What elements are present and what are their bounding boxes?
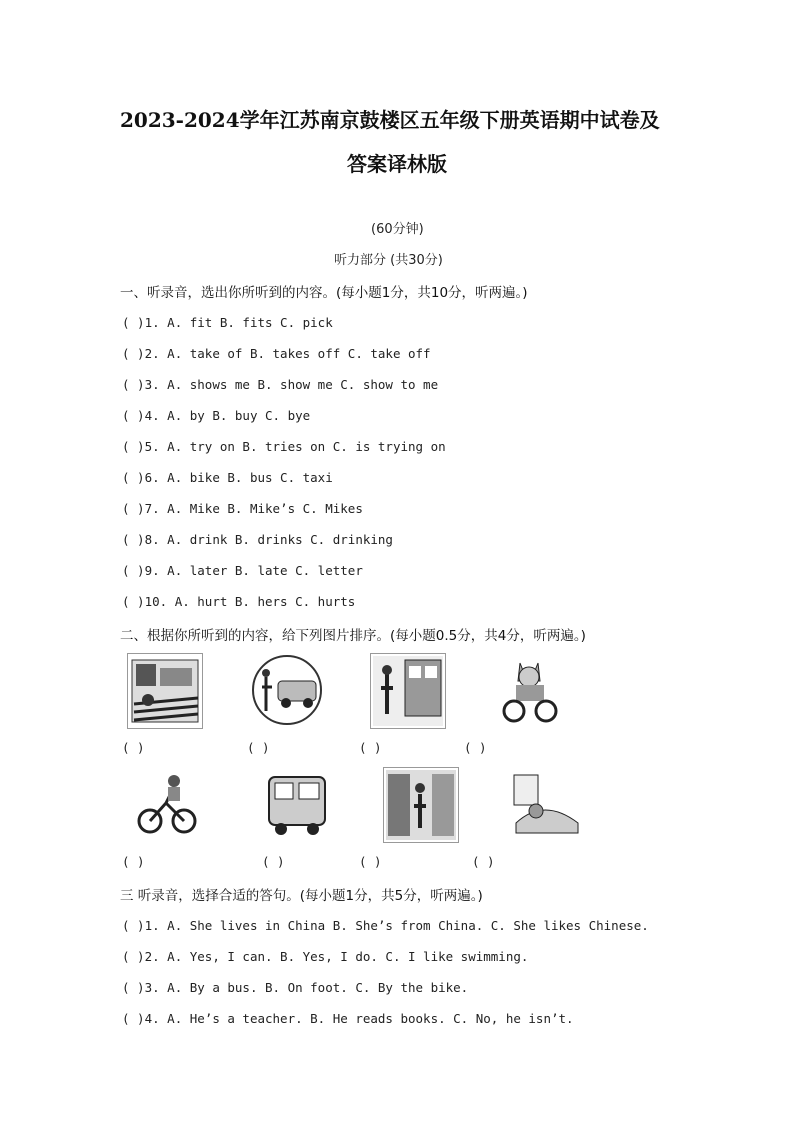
question-number: ( )4. [122, 1011, 160, 1026]
question-options: A. take of B. takes off C. take off [167, 346, 431, 361]
question-options: A. later B. late C. letter [167, 563, 363, 578]
question-number: ( )1. [122, 918, 160, 933]
page-title-line1: 2023-2024学年江苏南京鼓楼区五年级下册英语期中试卷及 [120, 108, 660, 132]
question-row [122, 408, 310, 423]
answer-blank[interactable]: ( ) [262, 854, 285, 869]
question-row [122, 1011, 574, 1026]
question-number: ( )8. [122, 532, 160, 547]
question-options: A. He’s a teacher. B. He reads books. C. No, he isn’t. [167, 1011, 574, 1026]
picture-bus [259, 767, 333, 841]
answer-blank[interactable]: ( ) [359, 854, 382, 869]
question-row [122, 315, 333, 330]
question-row [122, 470, 333, 485]
picture-street-walking [383, 767, 459, 843]
question-number: ( )7. [122, 501, 160, 516]
picture-bus-stop [370, 653, 446, 729]
section2-heading: 二、根据你所听到的内容，给下列图片排序。(每小题0.5分，共4分，听两遍。) [120, 628, 586, 644]
question-row [122, 563, 363, 578]
question-number: ( )6. [122, 470, 160, 485]
picture-crossing-street [127, 653, 203, 729]
answer-blank[interactable]: ( ) [464, 740, 487, 755]
answer-blank[interactable]: ( ) [247, 740, 270, 755]
question-row [122, 949, 528, 964]
question-number: ( )2. [122, 949, 160, 964]
exam-duration: (60分钟) [371, 222, 424, 237]
answer-blank[interactable]: ( ) [472, 854, 495, 869]
question-row [122, 980, 468, 995]
picture-taxi [250, 653, 324, 727]
question-number: ( )4. [122, 408, 160, 423]
question-number: ( )3. [122, 377, 160, 392]
question-row [122, 594, 355, 609]
question-row [122, 439, 446, 454]
picture-cat-on-bike [494, 653, 568, 727]
question-options: A. shows me B. show me C. show to me [167, 377, 439, 392]
question-row [122, 918, 649, 933]
question-options: A. Mike B. Mike’s C. Mikes [167, 501, 363, 516]
listening-header: 听力部分 (共30分) [334, 253, 443, 268]
question-row [122, 532, 393, 547]
question-options: A. Yes, I can. B. Yes, I do. C. I like swimming. [167, 949, 529, 964]
question-number: ( )9. [122, 563, 160, 578]
question-options: A. By a bus. B. On foot. C. By the bike. [167, 980, 469, 995]
question-row [122, 501, 363, 516]
question-options: A. bike B. bus C. taxi [167, 470, 333, 485]
picture-boy-on-bike [130, 767, 204, 841]
question-options: A. by B. buy C. bye [167, 408, 311, 423]
question-options: A. drink B. drinks C. drinking [167, 532, 393, 547]
question-row [122, 346, 431, 361]
answer-blank[interactable]: ( ) [359, 740, 382, 755]
question-row [122, 377, 438, 392]
question-options: A. She lives in China B. She’s from China. C. She likes Chinese. [167, 918, 649, 933]
question-number: ( )5. [122, 439, 160, 454]
question-number: ( )2. [122, 346, 160, 361]
question-options: A. try on B. tries on C. is trying on [167, 439, 446, 454]
question-number: ( )10. [122, 594, 168, 609]
picture-hurt-in-bed [508, 767, 582, 841]
question-options: A. hurt B. hers C. hurts [174, 594, 356, 609]
question-number: ( )1. [122, 315, 160, 330]
answer-blank[interactable]: ( ) [122, 740, 145, 755]
question-options: A. fit B. fits C. pick [167, 315, 333, 330]
page-title-line2: 答案译林版 [347, 152, 447, 176]
question-number: ( )3. [122, 980, 160, 995]
section3-heading: 三 听录音，选择合适的答句。(每小题1分，共5分，听两遍。) [120, 888, 483, 904]
section1-heading: 一、听录音，选出你所听到的内容。(每小题1分，共10分，听两遍。) [120, 285, 528, 301]
answer-blank[interactable]: ( ) [122, 854, 145, 869]
